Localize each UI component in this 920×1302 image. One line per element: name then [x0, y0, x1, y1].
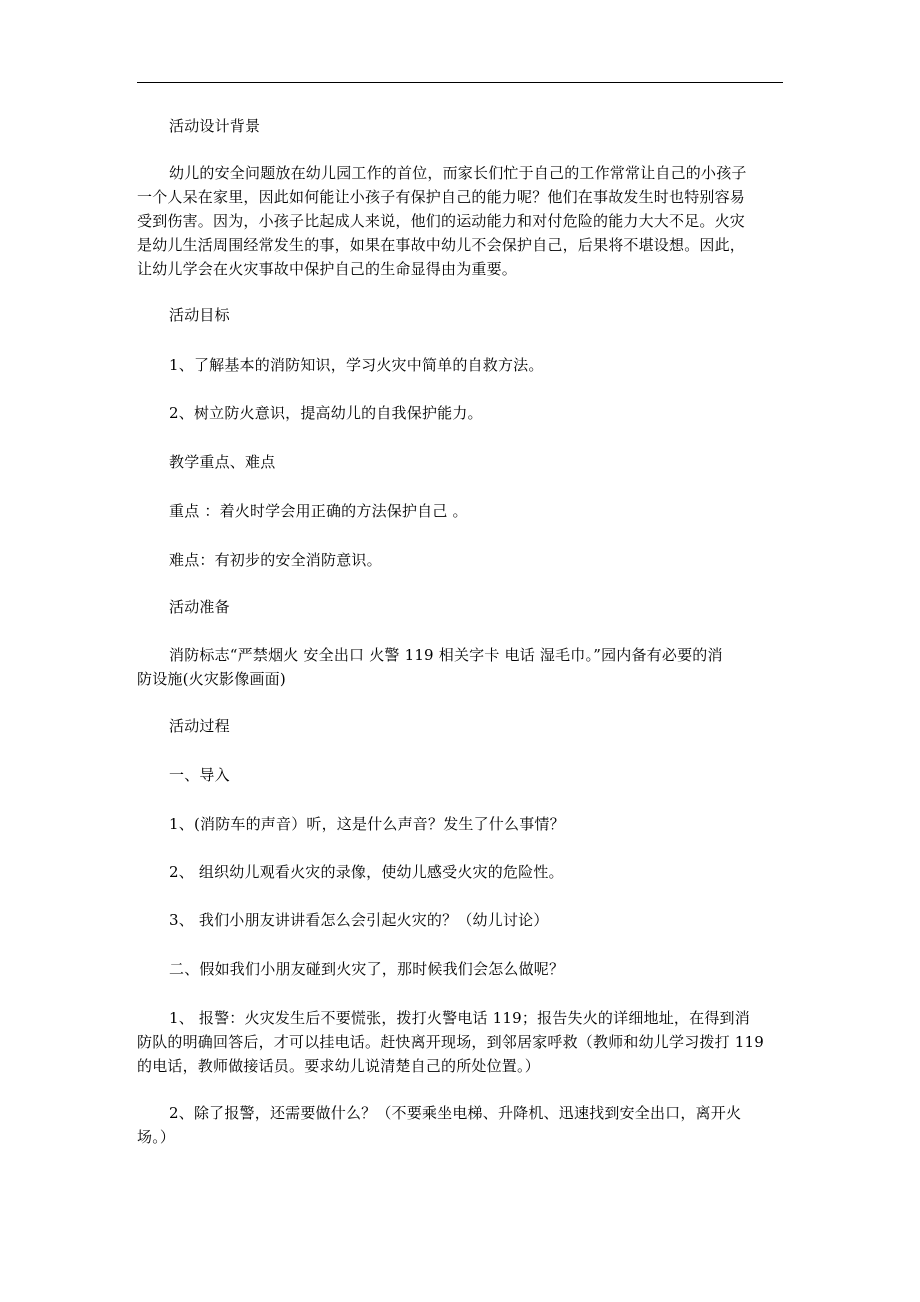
paragraph-line: 幼儿的安全问题放在幼儿园工作的首位，而家长们忙于自己的工作常常让自己的小孩子	[169, 164, 747, 182]
paragraph-line: 是幼儿生活周围经常发生的事，如果在事故中幼儿不会保护自己，后果将不堪设想。因此，	[137, 236, 746, 254]
process-step-2-1	[137, 1006, 783, 1078]
paragraph-line: 防队的明确回答后，才可以挂电话。赶快离开现场，到邻居家呼救（教师和幼儿学习拨打 119	[137, 1033, 765, 1051]
section-heading-preparation: 活动准备	[169, 598, 230, 616]
paragraph-line: 消防标志“严禁烟火 安全出口 火警 119 相关字卡 电话 湿毛巾。”园内备有必要的消	[169, 646, 723, 664]
paragraph-line: 让幼儿学会在火灾事故中保护自己的生命显得由为重要。	[137, 260, 518, 278]
section-heading-process: 活动过程	[169, 717, 230, 735]
process-step-1-2: 2、 组织幼儿观看火灾的录像，使幼儿感受火灾的危险性。	[169, 863, 564, 881]
header-rule	[137, 82, 783, 83]
process-step-1-1: 1、(消防车的声音）听，这是什么声音？发生了什么事情？	[169, 815, 565, 833]
paragraph-line: 受到伤害。因为，小孩子比起成人来说，他们的运动能力和对付危险的能力大大不足。火灾	[137, 212, 746, 230]
background-paragraph	[137, 161, 783, 281]
process-part-2: 二、假如我们小朋友碰到火灾了，那时候我们会怎么做呢？	[169, 960, 565, 978]
paragraph-line: 场。）	[137, 1128, 176, 1146]
difficulty-text: 难点：有初步的安全消防意识。	[169, 551, 382, 569]
paragraph-line: 防设施(火灾影像画面)	[137, 670, 286, 688]
process-step-1-3: 3、 我们小朋友讲讲看怎么会引起火灾的？（幼儿讨论）	[169, 911, 549, 929]
key-point-text: 重点 ：着火时学会用正确的方法保护自己 。	[169, 502, 468, 520]
process-part-1: 一、导入	[169, 766, 230, 784]
paragraph-line: 的电话，教师做接话员。要求幼儿说清楚自己的所处位置。）	[137, 1057, 540, 1075]
paragraph-line: 1、 报警：火灾发生后不要慌张，拨打火警电话 119；报告失火的详细地址，在得到消	[169, 1009, 750, 1027]
process-step-2-2	[137, 1101, 783, 1149]
paragraph-line: 一个人呆在家里，因此如何能让小孩子有保护自己的能力呢？他们在事故发生时也特别容易	[137, 188, 746, 206]
section-heading-background: 活动设计背景	[169, 117, 261, 135]
section-heading-key-points: 教学重点、难点	[169, 453, 276, 471]
goal-item-2: 2、树立防火意识，提高幼儿的自我保护能力。	[169, 404, 483, 422]
paragraph-line: 2、除了报警，还需要做什么？（不要乘坐电梯、升降机、迅速找到安全出口，离开火	[169, 1104, 742, 1122]
section-heading-goals: 活动目标	[169, 306, 230, 324]
preparation-paragraph	[137, 643, 783, 691]
goal-item-1: 1、了解基本的消防知识，学习火灾中简单的自救方法。	[169, 356, 544, 374]
